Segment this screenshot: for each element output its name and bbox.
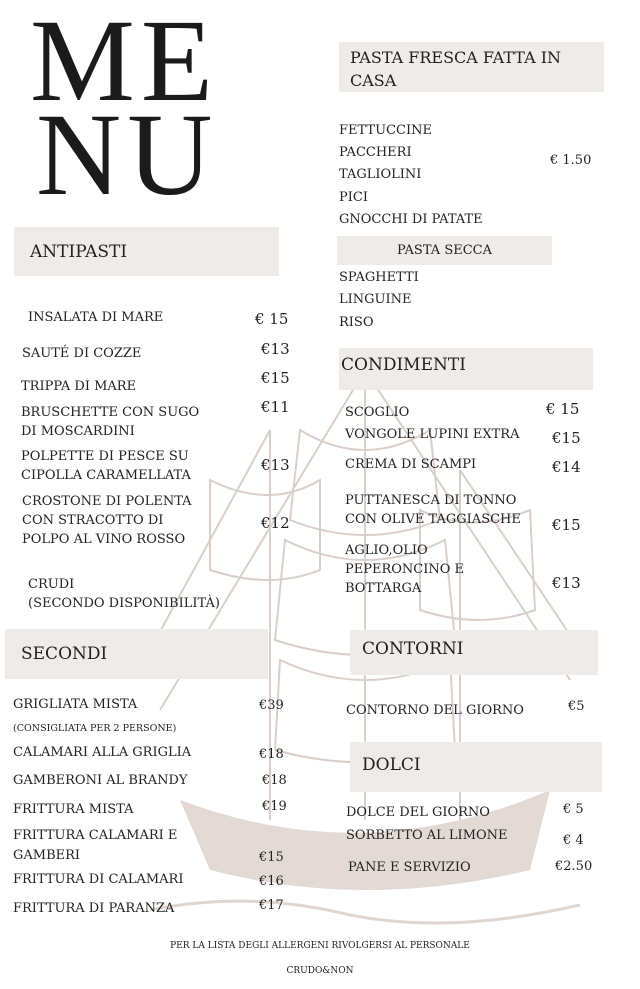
antipasti-item-price: €12: [261, 514, 290, 532]
antipasti-item-price: €13: [261, 456, 290, 474]
dolci-item-name: PANE E SERVIZIO: [348, 860, 471, 875]
pasta-fresca-header: [339, 42, 604, 92]
condimenti-item-price: €13: [552, 574, 581, 592]
secondi-item-name: CALAMARI ALLA GRIGLIA: [13, 745, 192, 760]
menu-title-line-2: NU: [36, 89, 219, 220]
dolci-header: DOLCI: [350, 742, 602, 792]
condimenti-header: CONDIMENTI: [339, 348, 593, 390]
contorni-item-name: CONTORNO DEL GIORNO: [346, 703, 524, 718]
pasta-secca-item: RISO: [339, 315, 374, 330]
condimenti-item-name: AGLIO,OLIO: [345, 543, 428, 558]
condimenti-item-name-line-3: BOTTARGA: [345, 581, 422, 596]
pasta-fresca-price: € 1.50: [550, 153, 592, 168]
pasta-fresca-item: GNOCCHI DI PATATE: [339, 212, 483, 227]
secondi-item-price: €15: [259, 850, 284, 865]
pasta-secca-item: LINGUINE: [339, 292, 412, 307]
dolci-item-price: € 5: [563, 802, 584, 817]
condimenti-item-price: €15: [552, 516, 581, 534]
secondi-item-name: FRITTURA DI PARANZA: [13, 901, 175, 916]
antipasti-item-price: €15: [261, 369, 290, 387]
condimenti-item-name: VONGOLE LUPINI EXTRA: [345, 427, 520, 442]
secondi-item-note: (CONSIGLIATA PER 2 PERSONE): [13, 723, 177, 734]
secondi-item-price: €39: [259, 698, 284, 713]
secondi-item-price: €18: [262, 773, 287, 788]
pasta-fresca-item: TAGLIOLINI: [339, 167, 422, 182]
contorni-header: CONTORNI: [350, 630, 598, 675]
condimenti-item-price: €15: [552, 429, 581, 447]
crudi-label: CRUDI: [28, 577, 75, 592]
secondi-item-price: €19: [262, 799, 287, 814]
brand-name: CRUDO&NON: [286, 966, 354, 976]
antipasti-header: ANTIPASTI: [14, 227, 279, 276]
dolci-item-price: € 4: [563, 833, 584, 848]
pasta-fresca-item: PACCHERI: [339, 145, 412, 160]
pasta-secca-header: PASTA SECCA: [337, 236, 552, 265]
antipasti-item-name: BRUSCHETTE CON SUGO: [21, 405, 200, 420]
antipasti-item-price: € 15: [255, 310, 289, 328]
dolci-item-name: SORBETTO AL LIMONE: [346, 828, 508, 843]
dolci-item-name: DOLCE DEL GIORNO: [346, 805, 490, 820]
condimenti-item-name-line-2: CON OLIVE TAGGIASCHE: [345, 512, 521, 527]
antipasti-item-name-line-2: CON STRACOTTO DI: [22, 513, 164, 528]
condimenti-item-name: PUTTANESCA DI TONNO: [345, 493, 517, 508]
antipasti-item-price: €11: [261, 398, 290, 416]
contorni-item-price: €5: [568, 699, 585, 714]
condimenti-item-price: € 15: [546, 400, 580, 418]
secondi-item-name: FRITTURA DI CALAMARI: [13, 872, 184, 887]
pasta-secca-item: SPAGHETTI: [339, 270, 419, 285]
secondi-item-name: FRITTURA MISTA: [13, 802, 134, 817]
dolci-item-price: €2.50: [555, 859, 593, 874]
antipasti-item-price: €13: [261, 340, 290, 358]
secondi-item-name: FRITTURA CALAMARI E: [13, 828, 178, 843]
pasta-fresca-header-line-1: PASTA FRESCA FATTA IN: [350, 48, 562, 67]
secondi-item-price: €17: [259, 898, 284, 913]
secondi-item-price: €18: [259, 747, 284, 762]
condimenti-item-name: CREMA DI SCAMPI: [345, 457, 477, 472]
antipasti-item-name-line-3: POLPO AL VINO ROSSO: [22, 532, 186, 547]
antipasti-item-name-line-2: CIPOLLA CARAMELLATA: [21, 468, 191, 483]
secondi-item-price: €16: [259, 874, 284, 889]
antipasti-item-name: POLPETTE DI PESCE SU: [21, 449, 189, 464]
allergens-notice: PER LA LISTA DEGLI ALLERGENI RIVOLGERSI AL PERSONALE: [170, 941, 470, 951]
pasta-fresca-item: FETTUCCINE: [339, 123, 432, 138]
condimenti-item-price: €14: [552, 458, 581, 476]
antipasti-item-name: INSALATA DI MARE: [28, 310, 164, 325]
condimenti-item-name: SCOGLIO: [345, 405, 410, 420]
antipasti-item-name-line-2: DI MOSCARDINI: [21, 424, 135, 439]
secondi-item-name: GAMBERONI AL BRANDY: [13, 773, 188, 788]
antipasti-item-name: SAUTÉ DI COZZE: [22, 346, 142, 361]
menu-title-line-1: ME: [30, 0, 219, 126]
pasta-fresca-item: PICI: [339, 190, 368, 205]
crudi-note: (SECONDO DISPONIBILITÀ): [28, 596, 220, 611]
pasta-fresca-header-line-2: CASA: [350, 71, 397, 90]
secondi-header: SECONDI: [5, 629, 268, 679]
antipasti-item-name: TRIPPA DI MARE: [21, 379, 137, 394]
secondi-item-name: GRIGLIATA MISTA: [13, 697, 138, 712]
condimenti-item-name-line-2: PEPERONCINO E: [345, 562, 465, 577]
antipasti-item-name: CROSTONE DI POLENTA: [22, 494, 192, 509]
secondi-item-name-line-2: GAMBERI: [13, 848, 81, 863]
